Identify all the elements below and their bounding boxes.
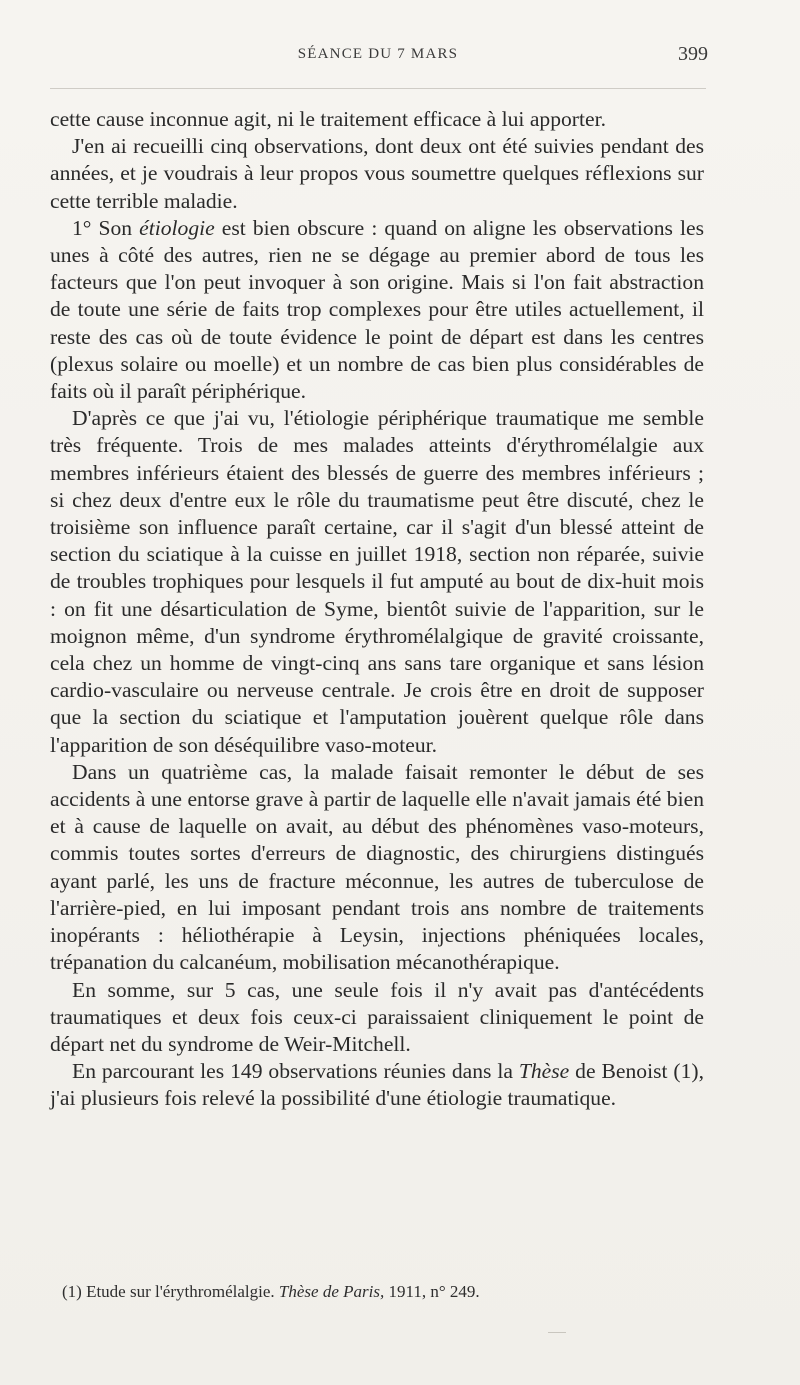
paragraph-7-prefix: En parcourant les 149 observations réunies dans la — [72, 1059, 519, 1084]
running-header — [48, 43, 708, 70]
paragraph-4-text: D'après ce que j'ai vu, l'étiologie périphérique traumatique me semble très fréquente. Trois de mes malades atteints d'érythromélalgie aux membres inférieurs étaient des blessés de guerre des membres inférieurs ; si chez deux d'entre eux le rôle du traumatisme peut être discuté, chez le troisième son influence paraît certaine, car il s'agit d'un blessé atteint de section du sciatique à la cuisse en juillet 1918, section non réparée, suivie de troubles trophiques pour lesquels il fut amputé au bout de dix-huit mois : on fit une désarticulation de Syme, bientôt suivie de l'apparition, sur le moignon même, d'un syndrome érythromélalgique de gravité croissante, cela chez un homme de vingt-cinq ans sans tare organique et sans lésion cardio-vasculaire ou nerveuse centrale. Je crois être en droit de supposer que la section du sciatique et l'amputation jouèrent quelque rôle dans l'apparition de son déséquilibre vaso-moteur. — [50, 406, 704, 757]
footnote-italic: Thèse de Paris, — [278, 1282, 385, 1301]
paragraph-2 — [50, 133, 704, 215]
paragraph-3-italic: étiologie — [139, 215, 215, 240]
paragraph-3-prefix: 1° Son — [72, 215, 140, 240]
paragraph-3-text: est bien obscure : quand on aligne les observations les unes à côté des autres, rien ne se dégage au premier abord de tous les facteurs que l'on peut invoquer à son origine. Mais si l'on fait abstraction de toute une série de faits trop complexes pour être utiles actuellement, il reste des cas où de toute évidence le point de départ est dans les centres (plexus solaire ou moelle) et un nombre de cas bien plus considérables de faits où il paraît périphérique. — [50, 215, 704, 404]
paragraph-6-text: En somme, sur 5 cas, une seule fois il n'y avait pas d'antécédents traumatiques et deux fois ceux-ci paraissaient cliniquement le point de départ net du syndrome de Weir-Mitchell. — [50, 977, 704, 1056]
paragraph-5 — [50, 759, 704, 977]
paragraph-6 — [50, 977, 704, 1059]
paragraph-7 — [50, 1058, 704, 1112]
page-number: 399 — [678, 43, 708, 65]
paragraph-4 — [50, 405, 704, 759]
paragraph-7-italic: Thèse — [518, 1059, 570, 1084]
bottom-mark — [548, 1332, 566, 1333]
footnote-prefix: (1) Etude sur l'érythromélalgie. — [62, 1282, 279, 1301]
paragraph-1 — [50, 106, 704, 133]
paragraph-3 — [50, 215, 704, 405]
body-text — [50, 106, 704, 1113]
header-rule — [50, 88, 706, 89]
paragraph-2-text: J'en ai recueilli cinq observations, dont deux ont été suivies pendant des années, et je voudrais à leur propos vous soumettre quelques réflexions sur cette terrible maladie. — [50, 134, 704, 213]
paragraph-7-text: de Benoist (1), j'ai plusieurs fois relevé la possibilité d'une étiologie traumatique. — [50, 1059, 705, 1111]
footnote-suffix: 1911, n° 249. — [384, 1282, 480, 1301]
paragraph-5-text: Dans un quatrième cas, la malade faisait remonter le début de ses accidents à une entorse grave à partir de laquelle elle n'avait jamais été bien et à cause de laquelle on avait, au début des phénomènes vaso-moteurs, commis toutes sortes d'erreurs de diagnostic, des chirurgiens distingués ayant parlé, les uns de fracture méconnue, les autres de tuberculose de l'arrière-pied, en lui imposant pendant trois ans nombre de traitements inopérants : héliothérapie à Leysin, injections phéniquées locales, trépanation du calcanéum, mobilisation mécanothérapique. — [50, 759, 704, 975]
footnote — [62, 1281, 722, 1303]
running-title: SÉANCE DU 7 MARS — [297, 46, 459, 62]
paragraph-1-text: cette cause inconnue agit, ni le traitement efficace à lui apporter. — [50, 107, 606, 131]
